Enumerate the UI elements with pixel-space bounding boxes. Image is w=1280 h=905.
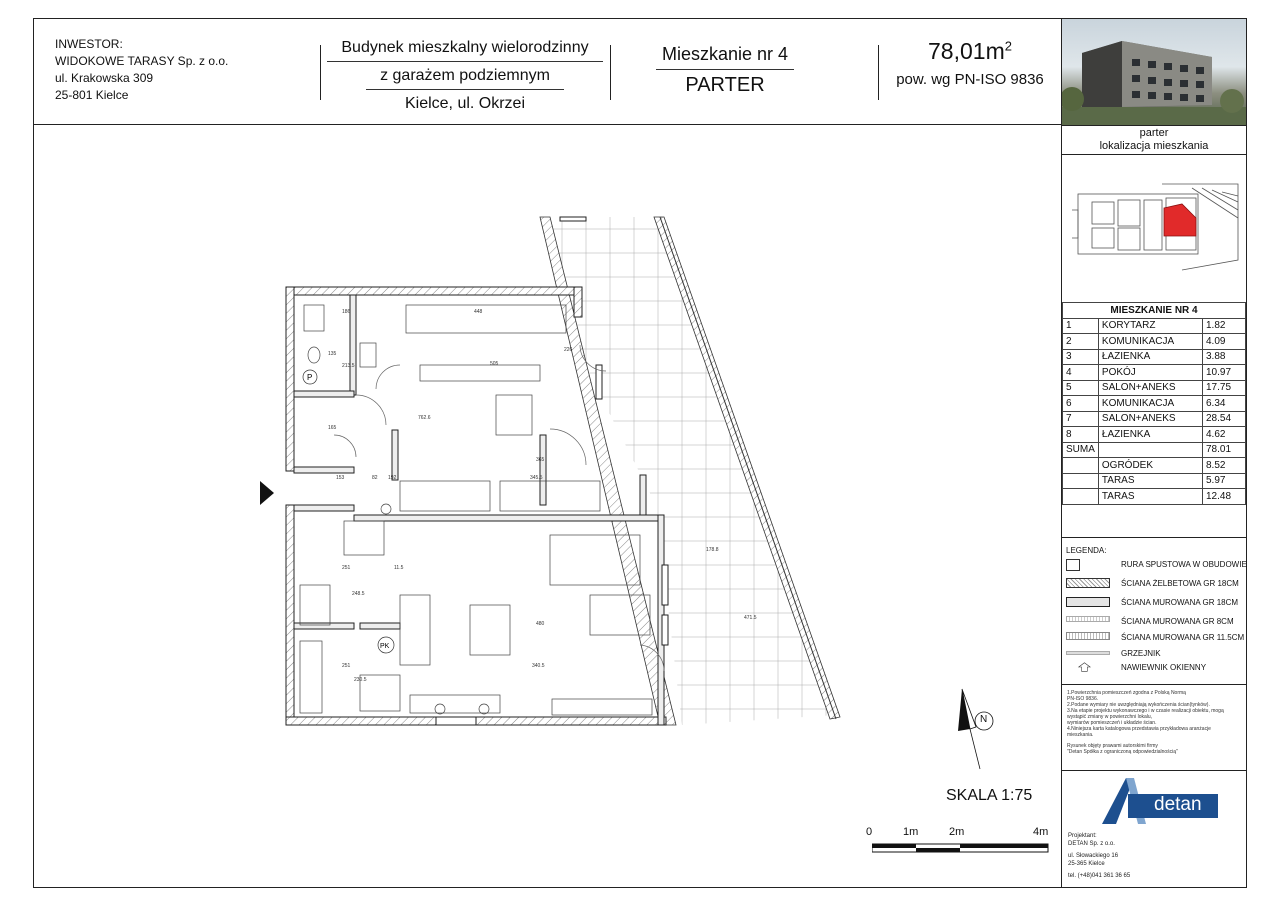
table-row: TARAS 12.48 — [1063, 489, 1246, 505]
dimension-label: 762.6 — [418, 415, 431, 421]
dimension-label: 471.5 — [744, 615, 757, 621]
area-exponent: 2 — [1004, 38, 1012, 54]
photo-divider — [1061, 125, 1247, 126]
header-divider — [33, 124, 1062, 125]
dimension-label: 153 — [336, 475, 345, 481]
table-row: 4 POKÓJ 10.97 — [1063, 365, 1246, 381]
rooms-table — [1062, 302, 1246, 505]
legend-item: NAWIEWNIK OKIENNY — [1066, 662, 1246, 676]
dimension-label: 226 — [564, 347, 573, 353]
building-type: Budynek mieszkalny wielorodzinny — [327, 34, 602, 62]
marker-label: PK — [380, 643, 390, 650]
area-norm: pow. wg PN-ISO 9836 — [896, 71, 1044, 88]
dimension-label: 178.8 — [706, 547, 719, 553]
flat-title: Mieszkanie nr 4 — [656, 44, 794, 70]
dimension-label: 248.5 — [352, 591, 365, 597]
location-divider — [1061, 154, 1247, 155]
flat-block — [640, 44, 810, 97]
notes-block: 1.Powierzchnia pomieszczeń zgodna z Polską Normą PN-ISO 9836. 2.Podane wymiary nie uwzględniają wykończenia ścian(tynków). 3.Na etapie projektu wykonawczego i w czasie realizacji obiektu, mogą wystąpić zmiany w powierzchni lokalu, wymiarów pomieszczeń i układzie ścian. 4.Niniejsza karta katalogowa przedstawia przykładowa aranżacje mieszkania. Rysunek objęty prawami autorskimi firmy "Detan Spółka z ograniczoną odpowiedzialnością" — [1067, 690, 1224, 755]
location-floor: parter — [1139, 127, 1169, 139]
north-label: N — [980, 714, 988, 725]
table-row: 8 ŁAZIENKA 4.62 — [1063, 427, 1246, 443]
legend-title: LEGENDA: — [1066, 546, 1107, 555]
legend-item: ŚCIANA MUROWANA GR 18CM — [1066, 597, 1246, 611]
designer-block: Projektant: DETAN Sp. z o.o. ul. Słowackiego 16 25-365 Kielce tel. (+48)041 361 36 65 — [1068, 833, 1131, 879]
dimension-label: 135 — [328, 351, 337, 357]
dimension-label: 82 — [372, 475, 378, 481]
flat-floor: PARTER — [685, 74, 765, 96]
legend-item: ŚCIANA MUROWANA GR 11.5CM — [1066, 632, 1246, 646]
header-separator — [878, 45, 879, 100]
dimension-label: 251 — [342, 565, 351, 571]
table-row: 7 SALON+ANEKS 28.54 — [1063, 411, 1246, 427]
dimension-label: 480 — [536, 621, 545, 627]
investor-block — [55, 36, 228, 104]
table-row: 1 KORYTARZ 1.82 — [1063, 318, 1246, 334]
location-map — [1062, 158, 1246, 300]
location-subtitle: lokalizacja mieszkania — [1099, 140, 1209, 152]
table-sum-row: SUMA 78.01 — [1063, 442, 1246, 458]
area-value: 78,01m — [928, 38, 1005, 64]
dimension-label: 213.5 — [342, 363, 355, 369]
legend-item: ŚCIANA ŻELBETOWA GR 18CM — [1066, 578, 1246, 592]
building-address: Kielce, ul. Okrzei — [404, 95, 526, 112]
table-row: OGRÓDEK 8.52 — [1063, 458, 1246, 474]
dimension-label: 230.5 — [354, 677, 367, 683]
table-row: 6 KOMUNIKACJA 6.34 — [1063, 396, 1246, 412]
table-row: 2 KOMUNIKACJA 4.09 — [1063, 334, 1246, 350]
notes-divider — [1061, 684, 1247, 685]
legend-item: GRZEJNIK — [1066, 648, 1246, 662]
scale-bar: 0 1m 2m 4m — [866, 822, 1056, 862]
marker-label: P — [307, 373, 313, 382]
dimension-label: 192 — [388, 475, 397, 481]
header-separator — [610, 45, 611, 100]
dimension-label: 365 — [536, 457, 545, 463]
table-row: TARAS 5.97 — [1063, 473, 1246, 489]
investor-street: ul. Krakowska 309 — [55, 71, 154, 85]
legend-item: RURA SPUSTOWA W OBUDOWIE — [1066, 559, 1246, 573]
building-photo — [1062, 19, 1246, 125]
building-block — [320, 34, 610, 117]
building-garage: z garażem podziemnym — [366, 62, 564, 90]
dimension-label: 165 — [328, 425, 337, 431]
legend-divider — [1061, 537, 1247, 538]
legend-item: ŚCIANA MUROWANA GR 8CM — [1066, 616, 1246, 630]
dimension-label: 345.5 — [530, 475, 543, 481]
dimension-label: 448 — [474, 309, 483, 315]
detan-logo — [1062, 770, 1246, 830]
north-arrow — [950, 685, 1000, 775]
investor-label: INWESTOR: — [55, 37, 123, 51]
table-row: 5 SALON+ANEKS 17.75 — [1063, 380, 1246, 396]
compass-icon — [950, 685, 1000, 775]
brand-name: detan — [1154, 794, 1202, 815]
area-block — [880, 38, 1060, 88]
dimension-label: 11.5 — [394, 565, 404, 571]
dimension-label: 505 — [490, 361, 499, 367]
dimension-label: 186 — [342, 309, 351, 315]
location-caption — [1062, 127, 1246, 153]
floor-plan — [250, 205, 850, 745]
table-row: 3 ŁAZIENKA 3.88 — [1063, 349, 1246, 365]
vent-icon — [1066, 662, 1110, 672]
dimension-label: 340.5 — [532, 663, 545, 669]
investor-company: WIDOKOWE TARASY Sp. z o.o. — [55, 54, 229, 68]
investor-city: 25-801 Kielce — [55, 88, 129, 102]
rooms-table-title: MIESZKANIE NR 4 — [1063, 303, 1246, 319]
dimension-label: 251 — [342, 663, 351, 669]
scale-label: SKALA 1:75 — [946, 787, 1033, 804]
